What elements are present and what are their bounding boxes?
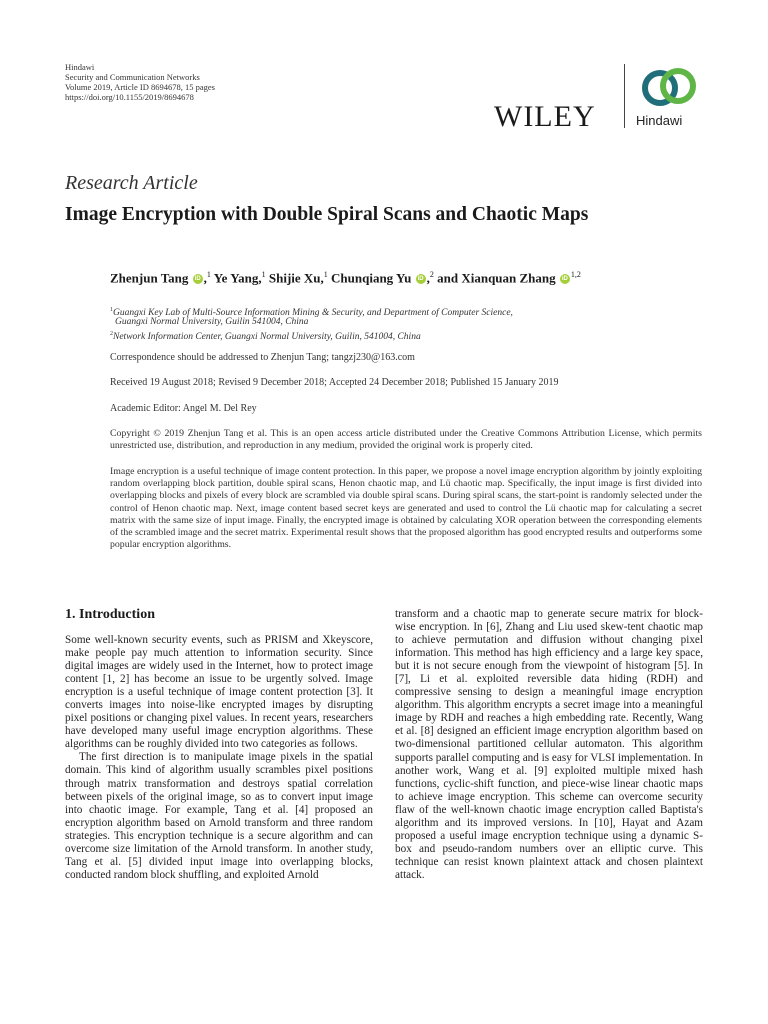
author-name: Chunqiang Yu: [331, 270, 412, 286]
orcid-icon[interactable]: iD: [417, 276, 424, 283]
publication-dates: Received 19 August 2018; Revised 9 December 2018; Accepted 24 December 2018; Published 15 January 2019: [110, 377, 559, 388]
journal-name: Security and Communication Networks: [65, 72, 200, 82]
affiliation-mark: 2: [110, 331, 113, 337]
copyright-notice: Copyright © 2019 Zhenjun Tang et al. This is an open access article distributed under the Creative Commons Attribution License, which permits unrestricted use, distribution, and reproduction in any medium, provided the original work is properly cited.: [110, 428, 702, 452]
right-column: [395, 608, 703, 882]
author-affiliation-mark: 2: [429, 270, 434, 279]
academic-editor: Academic Editor: Angel M. Del Rey: [110, 403, 257, 414]
section-heading: 1. Introduction: [65, 607, 155, 622]
hindawi-logo-icon: [638, 64, 700, 110]
wiley-logo: WILEY: [494, 100, 596, 133]
author-name: Shijie Xu,: [268, 270, 324, 286]
article-type: Research Article: [65, 172, 198, 194]
author-name: Ye Yang,: [213, 270, 262, 286]
volume-info: Volume 2019, Article ID 8694678, 15 pages: [65, 82, 215, 92]
author-affiliation-mark: 1: [206, 270, 211, 279]
abstract: Image encryption is a useful technique of image content protection. In this paper, we propose a novel image encryption algorithm by jointly exploiting random overlapping block partition, double spiral scans, Henon chaotic map, and Lü chaotic map. Specifically, the input image is first divided into overlapping blocks and pixels of every block are scrambled via double spiral scans. During spiral scans, the start-point is randomly selected under the control of Henon chaotic map. Next, image content based secret keys are generated and used to control the Lü chaotic map for calculating a secret matrix with the same size of input image. Finally, the encrypted image is obtained by calculating XOR operation between the corresponding elements of the scrambled image and the secret matrix. Experimental result shows that the proposed algorithm has good encrypted results and outperforms some popular encryption algorithms.: [110, 466, 703, 551]
affiliation-text: Network Information Center, Guangxi Normal University, Guilin, 541004, China: [113, 332, 421, 343]
left-column: [65, 634, 373, 882]
affiliation-mark: 1: [110, 307, 113, 313]
affiliation-2: [110, 328, 421, 343]
affiliation-1-cont: Guangxi Normal University, Guilin 541004, China: [115, 317, 309, 327]
logo-divider: [624, 64, 625, 128]
author-affiliation-mark: 1: [323, 270, 328, 279]
author-affiliation-mark: 1: [261, 270, 266, 279]
body-paragraph: transform and a chaotic map to generate secure matrix for block-wise encryption. In [6], Zhang and Liu used skew-tent chaotic map to achieve permutation and diffusion without changing pixel information. This method has high efficiency and a large key space, but it is not secure enough from the viewpoint of histogram [5]. In [7], Li et al. exploited reversible data hiding (RDH) and compressive sensing to design a meaningful image encryption algorithm. This algorithm encrypts a secret image into a meaningful image by RDH and reaches a high embedding rate. Recently, Wang et al. [8] designed an efficient image encryption algorithm based on two-dimensional partitioned cellular automaton. This algorithm supports parallel computing and is easy for VLSI implementation. In another work, Wang et al. [9] exploited multiple mixed hash functions, cyclic-shift function, and piece-wise linear chaotic maps to achieve image encryption. This scheme can overcome security flaw of the well-known chaotic image encryption called Baptista's algorithm and its improved versions. In [10], Hayat and Azam proposed a useful image encryption technique using a dynamic S-box and pseudo-random numbers over an elliptic curve. This technique can resist known plaintext attack and chosen plaintext attack.: [395, 608, 704, 881]
author-affiliation-mark: 1,2: [570, 270, 581, 279]
correspondence: Correspondence should be addressed to Zhenjun Tang; tangzj230@163.com: [110, 352, 415, 363]
author-name: Zhenjun Tang: [110, 270, 189, 286]
orcid-icon[interactable]: iD: [194, 276, 201, 283]
author-name: and Xianquan Zhang: [437, 270, 556, 286]
hindawi-logo-text: Hindawi: [636, 113, 683, 128]
doi-link[interactable]: https://doi.org/10.1155/2019/8694678: [65, 92, 194, 102]
body-paragraph: Some well-known security events, such as PRISM and Xkeyscore, make people pay much attention to information security. Since digital images are widely used in the Internet, how to protect image content [1, 2] has become an issue to be urgently solved. Image encryption is a useful technique of image content protection [3]. It converts images into noise-like encrypted images by disrupting pixel positions or changing pixel values. In recent years, researchers have developed many useful image encryption algorithms. These algorithms can be roughly divided into two categories as follows.: [65, 634, 373, 751]
page-title: Image Encryption with Double Spiral Scans and Chaotic Maps: [65, 204, 589, 225]
publisher-name: Hindawi: [65, 62, 95, 72]
orcid-icon[interactable]: iD: [561, 276, 568, 283]
author-list: Zhenjun Tang iD ,$^1$ Ye Yang,$^1$ Shijie Xu,$^1$ Chunqiang Yu iD ,$^2$ and Xianquan Zhang iD$^{1,2}$: [110, 270, 581, 286]
affiliation-text: Guangxi Key Lab of Multi-Source Information Mining & Security, and Department of Computer Science,: [113, 308, 513, 319]
body-paragraph: The first direction is to manipulate image pixels in the spatial domain. This kind of algorithm usually scrambles pixel positions through matrix transformation and destroys spatial correlation between pixels of the original image, so as to convert input image into chaotic image. For example, Tang et al. [4] proposed an encryption algorithm based on Arnold transform and three random strategies. This encryption technique is a secure algorithm and can overcome size limitation of the Arnold transform. In another study, Tang et al. [5] divided input image into overlapping blocks, conducted random block shuffling, and exploited Arnold: [65, 751, 373, 881]
